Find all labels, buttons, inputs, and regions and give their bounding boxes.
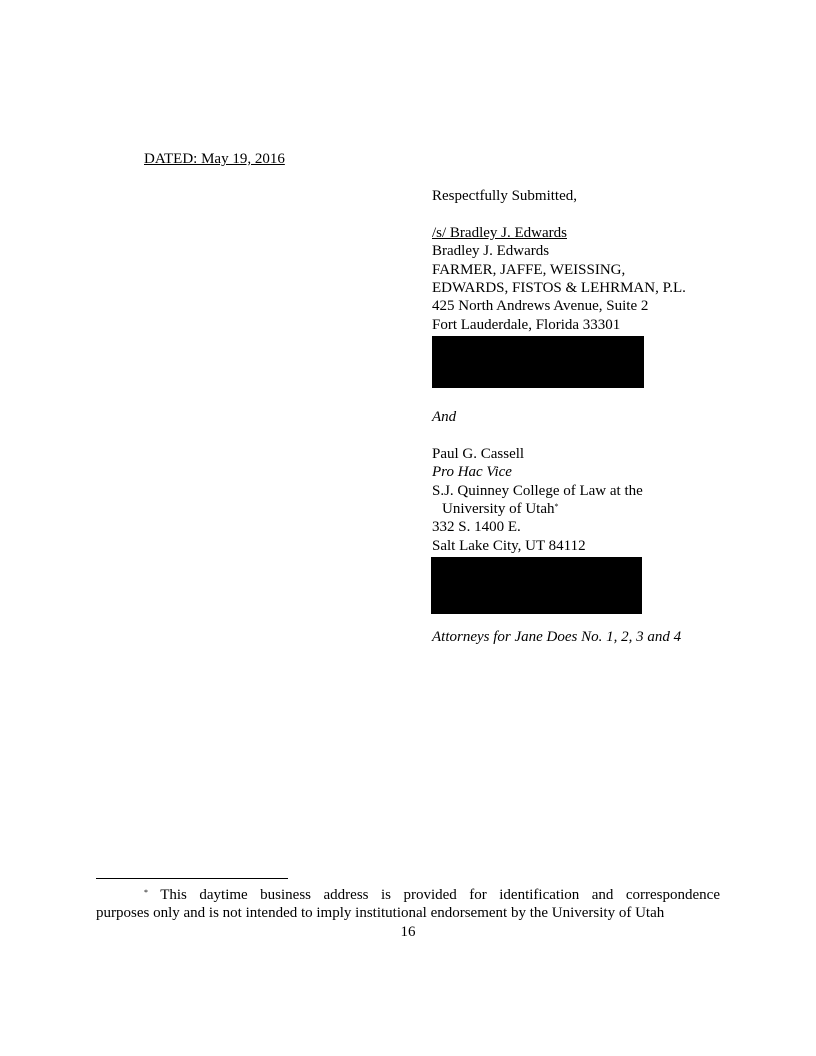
attorneys-for: Attorneys for Jane Does No. 1, 2, 3 and 4: [432, 629, 682, 645]
signature-line: /s/ Bradley J. Edwards: [432, 224, 567, 241]
footnote: [96, 886, 720, 923]
firm-line-2: EDWARDS, FISTOS & LEHRMAN, P.L.: [432, 279, 686, 296]
page-number: 16: [400, 924, 416, 940]
attorney-name-2: Paul G. Cassell: [432, 445, 525, 462]
redaction-box: [432, 336, 644, 388]
address-line-3: 332 S. 1400 E.: [432, 519, 521, 536]
dated-line: DATED: May 19, 2016: [144, 151, 285, 167]
school-line-2: [432, 500, 643, 518]
firm-line-1: FARMER, JAFFE, WEISSING,: [432, 261, 626, 278]
footnote-rule: [96, 878, 288, 879]
address-line-2: Fort Lauderdale, Florida 33301: [432, 316, 621, 333]
attorney-name: Bradley J. Edwards: [432, 243, 550, 260]
school-line-1: S.J. Quinney College of Law at the: [432, 482, 643, 499]
footnote-line-1: [96, 886, 720, 904]
signature-block-bottom: [432, 408, 643, 555]
pro-hac-vice: Pro Hac Vice: [432, 464, 512, 481]
footnote-ref: *: [554, 501, 559, 511]
address-line-1: 425 North Andrews Avenue, Suite 2: [432, 298, 649, 315]
footnote-text-1: This daytime business address is provided for identification and correspondence: [160, 887, 720, 903]
redaction-box-2: [431, 557, 642, 614]
closing: Respectfully Submitted,: [432, 188, 577, 204]
signature-block-top: [432, 187, 686, 334]
conjunction: And: [432, 409, 457, 425]
address-line-4: Salt Lake City, UT 84112: [432, 537, 586, 554]
footnote-marker: *: [144, 888, 148, 897]
footnote-line-2: purposes only and is not intended to imply institutional endorsement by the University of Utah: [96, 905, 665, 922]
school-name: University of Utah: [442, 500, 555, 517]
